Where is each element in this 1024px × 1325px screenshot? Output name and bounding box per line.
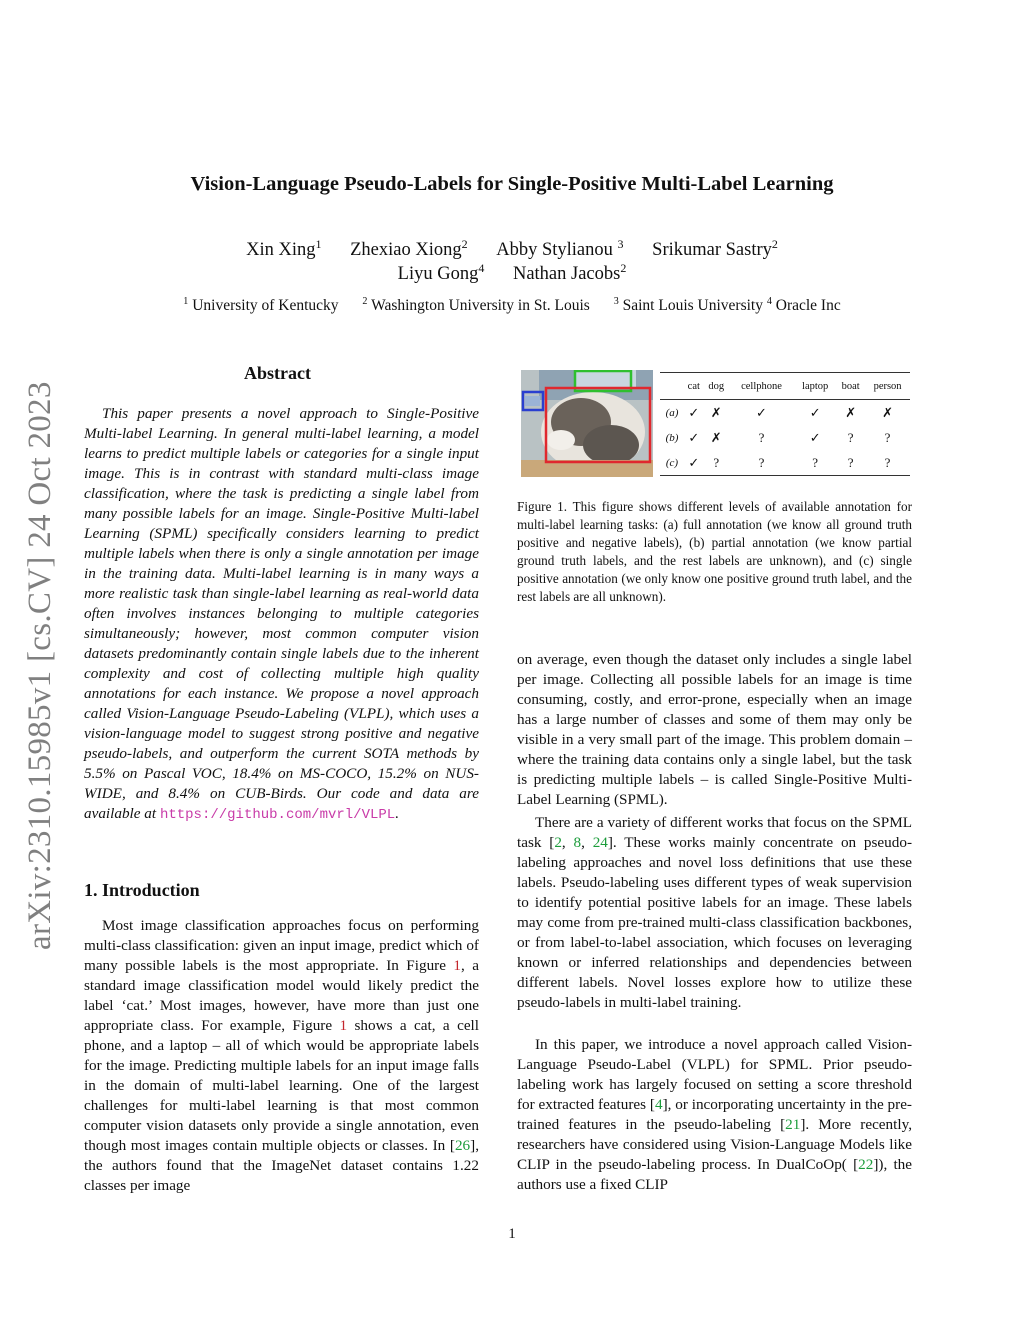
table-cell: ✓ <box>809 429 821 445</box>
affil-name: University of Kentucky <box>192 297 339 314</box>
author-affil-sup: 1 <box>315 236 322 251</box>
table-cell: ✓ <box>688 404 700 420</box>
author-name: Nathan Jacobs <box>512 264 621 284</box>
right-paragraph-1: on average, even though the dataset only includes a single label per image. Collecting all possible labels for an image is time consuming, costly, and error-prone, especially when an image has a large number of classes and some of them may only be visible in a very small part of the image. This problem domain – where the training data contains only a single label, but the task is predicting multiple labels – is called Single-Positive Multi-Label Learning (SPML). <box>517 651 912 808</box>
text-run: Most image classification approaches focus on performing multi-class classification: given an input image, predict which of many possible labels is the most appropriate. In Figure <box>84 917 479 974</box>
column-header: boat <box>841 380 860 392</box>
text-run: There are a variety of different works that focus on the SPML task [ <box>517 814 912 851</box>
author <box>512 260 627 284</box>
affil-name: Washington University in St. Louis <box>371 297 590 314</box>
table-corner <box>660 373 684 400</box>
column-header: dog <box>708 380 725 392</box>
author-name: Liyu Gong <box>397 264 479 284</box>
table-cell: ✓ <box>688 454 700 470</box>
affil-sup: 4 <box>766 295 772 307</box>
affil-name: Oracle Inc <box>775 297 841 314</box>
table-row <box>660 425 910 450</box>
affiliations <box>0 297 1024 315</box>
author-name: Abby Stylianou <box>496 240 613 260</box>
abstract-body <box>84 404 479 825</box>
author-affil-sup: 2 <box>771 236 778 251</box>
citation-link[interactable]: 26 <box>454 1137 471 1154</box>
author <box>246 236 322 260</box>
paper-title: Vision-Language Pseudo-Labels for Single-Positive Multi-Label Learning <box>190 173 834 195</box>
row-label: (c) <box>665 456 679 469</box>
figure-ref-link[interactable]: 1 <box>453 957 461 974</box>
citation-link[interactable]: 22 <box>858 1156 874 1173</box>
author-affil-sup: 3 <box>617 236 624 251</box>
annotation-table <box>660 372 910 476</box>
right-paragraph-3 <box>517 1035 912 1195</box>
affiliation <box>614 297 841 314</box>
affil-name: Saint Louis University <box>622 297 763 314</box>
table-cell: ✓ <box>688 429 700 445</box>
citation-link[interactable]: 4 <box>654 1096 663 1113</box>
code-link[interactable]: https://github.com/mvrl/VLPL <box>159 807 396 823</box>
table-cell: ? <box>758 454 765 470</box>
affiliation <box>362 297 589 314</box>
author <box>652 236 778 260</box>
affiliation <box>183 297 338 314</box>
table-cell: ✗ <box>882 404 894 420</box>
author-name: Srikumar Sastry <box>652 240 772 260</box>
row-label: (b) <box>665 431 679 444</box>
citation-link[interactable]: 8 <box>573 834 582 851</box>
text-run: , a standard image classification model would likely predict the label ‘cat.’ Most images, however, have more than just one appropriate class. For example, Figure <box>84 957 479 1034</box>
text-run: ]), the authors use a fixed CLIP <box>517 1156 913 1193</box>
affil-sup: 3 <box>613 295 619 307</box>
text-run: , <box>561 834 574 851</box>
abstract-heading: Abstract <box>244 363 311 383</box>
text-run: shows a cat, a cell phone, and a laptop – all of which would be appropriate labels for the image. Predicting multiple labels for an input image falls in the domain of multi-label learning. One of the largest challenges for multi-label learning is that most common computer vision datasets only provide a single annotation, even though most images contain multiple objects or classes. In [ <box>84 1017 479 1154</box>
intro-paragraph <box>84 916 479 1196</box>
row-label: (a) <box>665 406 679 419</box>
citation-link[interactable]: 21 <box>785 1116 801 1133</box>
abstract-text: This paper presents a novel approach to Single-Positive Multi-label Learning. In general multi-label learning, a model learns to predict multiple labels or categories for a single input image. This is in contrast with standard multi-class image classification, where the task is predicting a single label from many possible labels for an image. Single-Positive Multi-label Learning (SPML) specifically considers learning to predict multiple labels when there is only a single annotation per image in the training data. Multi-label learning is in many ways a more realistic task than single-label learning as real-world data often involves instances belonging to multiple categories simultaneously; however, most common computer vision datasets predominantly contain single labels due to the inherent complexity and cost of collecting multiple high quality annotations for each instance. We propose a novel approach called Vision-Language Pseudo-Labeling (VLPL), which uses a vision-language model to suggest strong positive and negative pseudo-labels, and outperform the current SOTA methods by 5.5% on Pascal VOC, 18.4% on MS-COCO, 15.2% on NUS-WIDE, and 8.4% on CUB-Birds. Our code and data are available at <box>84 405 479 822</box>
affil-sup: 2 <box>362 295 368 307</box>
right-paragraph-2 <box>517 813 912 1013</box>
text-run: ]. These works mainly concentrate on pseudo-labeling approaches and novel loss definitions that use these labels. Pseudo-labeling uses different types of weak supervision to identify potential positive labels for an image. These labels may come from pre-trained multi-class classification backbones, or from label-to-label association, which focuses on leveraging known or inferred relationships and dependencies between different labels. Novel losses explore how to utilize these pseudo-labels in multi-label training. <box>517 834 913 1011</box>
text-run: , <box>581 834 593 851</box>
table-cell: ✓ <box>809 404 821 420</box>
table-cell: ? <box>884 454 891 470</box>
figure-1-image <box>521 370 653 477</box>
column-header: cat <box>687 380 700 392</box>
column-header: cellphone <box>741 380 782 392</box>
table-cell: ? <box>884 429 891 445</box>
text-run: ], the authors found that the ImageNet dataset contains 1.22 classes per image <box>84 1137 479 1194</box>
table-cell: ✗ <box>710 429 722 445</box>
arxiv-stamp: arXiv:2310.15985v1 [cs.CV] 24 Oct 2023 <box>22 381 58 950</box>
citation-link[interactable]: 2 <box>554 834 562 851</box>
citation-link[interactable]: 24 <box>592 834 608 851</box>
table-row <box>660 450 910 476</box>
table-cell: ✗ <box>845 404 857 420</box>
column-header: person <box>873 380 902 392</box>
figure-1-caption: Figure 1. This figure shows different levels of available annotation for multi-label learning tasks: (a) full annotation (we know all ground truth positive and negative labels), (b) partial annotation (we know partial ground truth labels, and the rest labels are unknown), and (c) single positive annotation (we only know one positive ground truth label, and the rest labels are all unknown). <box>517 499 912 604</box>
page-number: 1 <box>508 1226 516 1242</box>
table-row <box>660 400 910 426</box>
author-affil-sup: 2 <box>461 236 468 251</box>
author <box>397 260 485 284</box>
affil-sup: 1 <box>183 295 189 307</box>
abstract-end: . <box>395 805 399 822</box>
table-cell: ? <box>713 454 720 470</box>
author-affil-sup: 4 <box>478 260 485 275</box>
table-cell: ? <box>847 429 854 445</box>
table-cell: ✓ <box>756 404 767 420</box>
table-header-row <box>660 373 910 400</box>
author <box>350 236 468 260</box>
table-cell: ? <box>812 454 819 470</box>
text-run: ]. More recently, researchers have considered using Vision-Language Models like CLIP in the pseudo-labeling process. In DualCoOp( [ <box>517 1116 912 1173</box>
text-run: ], or incorporating uncertainty in the pre-trained features in the pseudo-labeling [ <box>517 1096 912 1133</box>
author <box>496 236 624 260</box>
authors-line-2 <box>0 260 1024 285</box>
author-name: Xin Xing <box>246 240 316 260</box>
figure-ref-link[interactable]: 1 <box>339 1017 348 1034</box>
author-affil-sup: 2 <box>620 260 627 275</box>
author-name: Zhexiao Xiong <box>350 240 462 260</box>
table-cell: ? <box>847 454 854 470</box>
table-cell: ✗ <box>710 404 722 420</box>
column-header: laptop <box>802 380 829 392</box>
cat-photo-illustration <box>521 370 653 477</box>
authors-line-1 <box>0 236 1024 261</box>
introduction-heading: 1. Introduction <box>84 880 200 900</box>
table-cell: ? <box>758 429 765 445</box>
text-run: In this paper, we introduce a novel approach called Vision-Language Pseudo-Label (VLPL) for SPML. Prior pseudo-labeling work has largely focused on setting a score threshold for extracted features [ <box>517 1036 912 1113</box>
